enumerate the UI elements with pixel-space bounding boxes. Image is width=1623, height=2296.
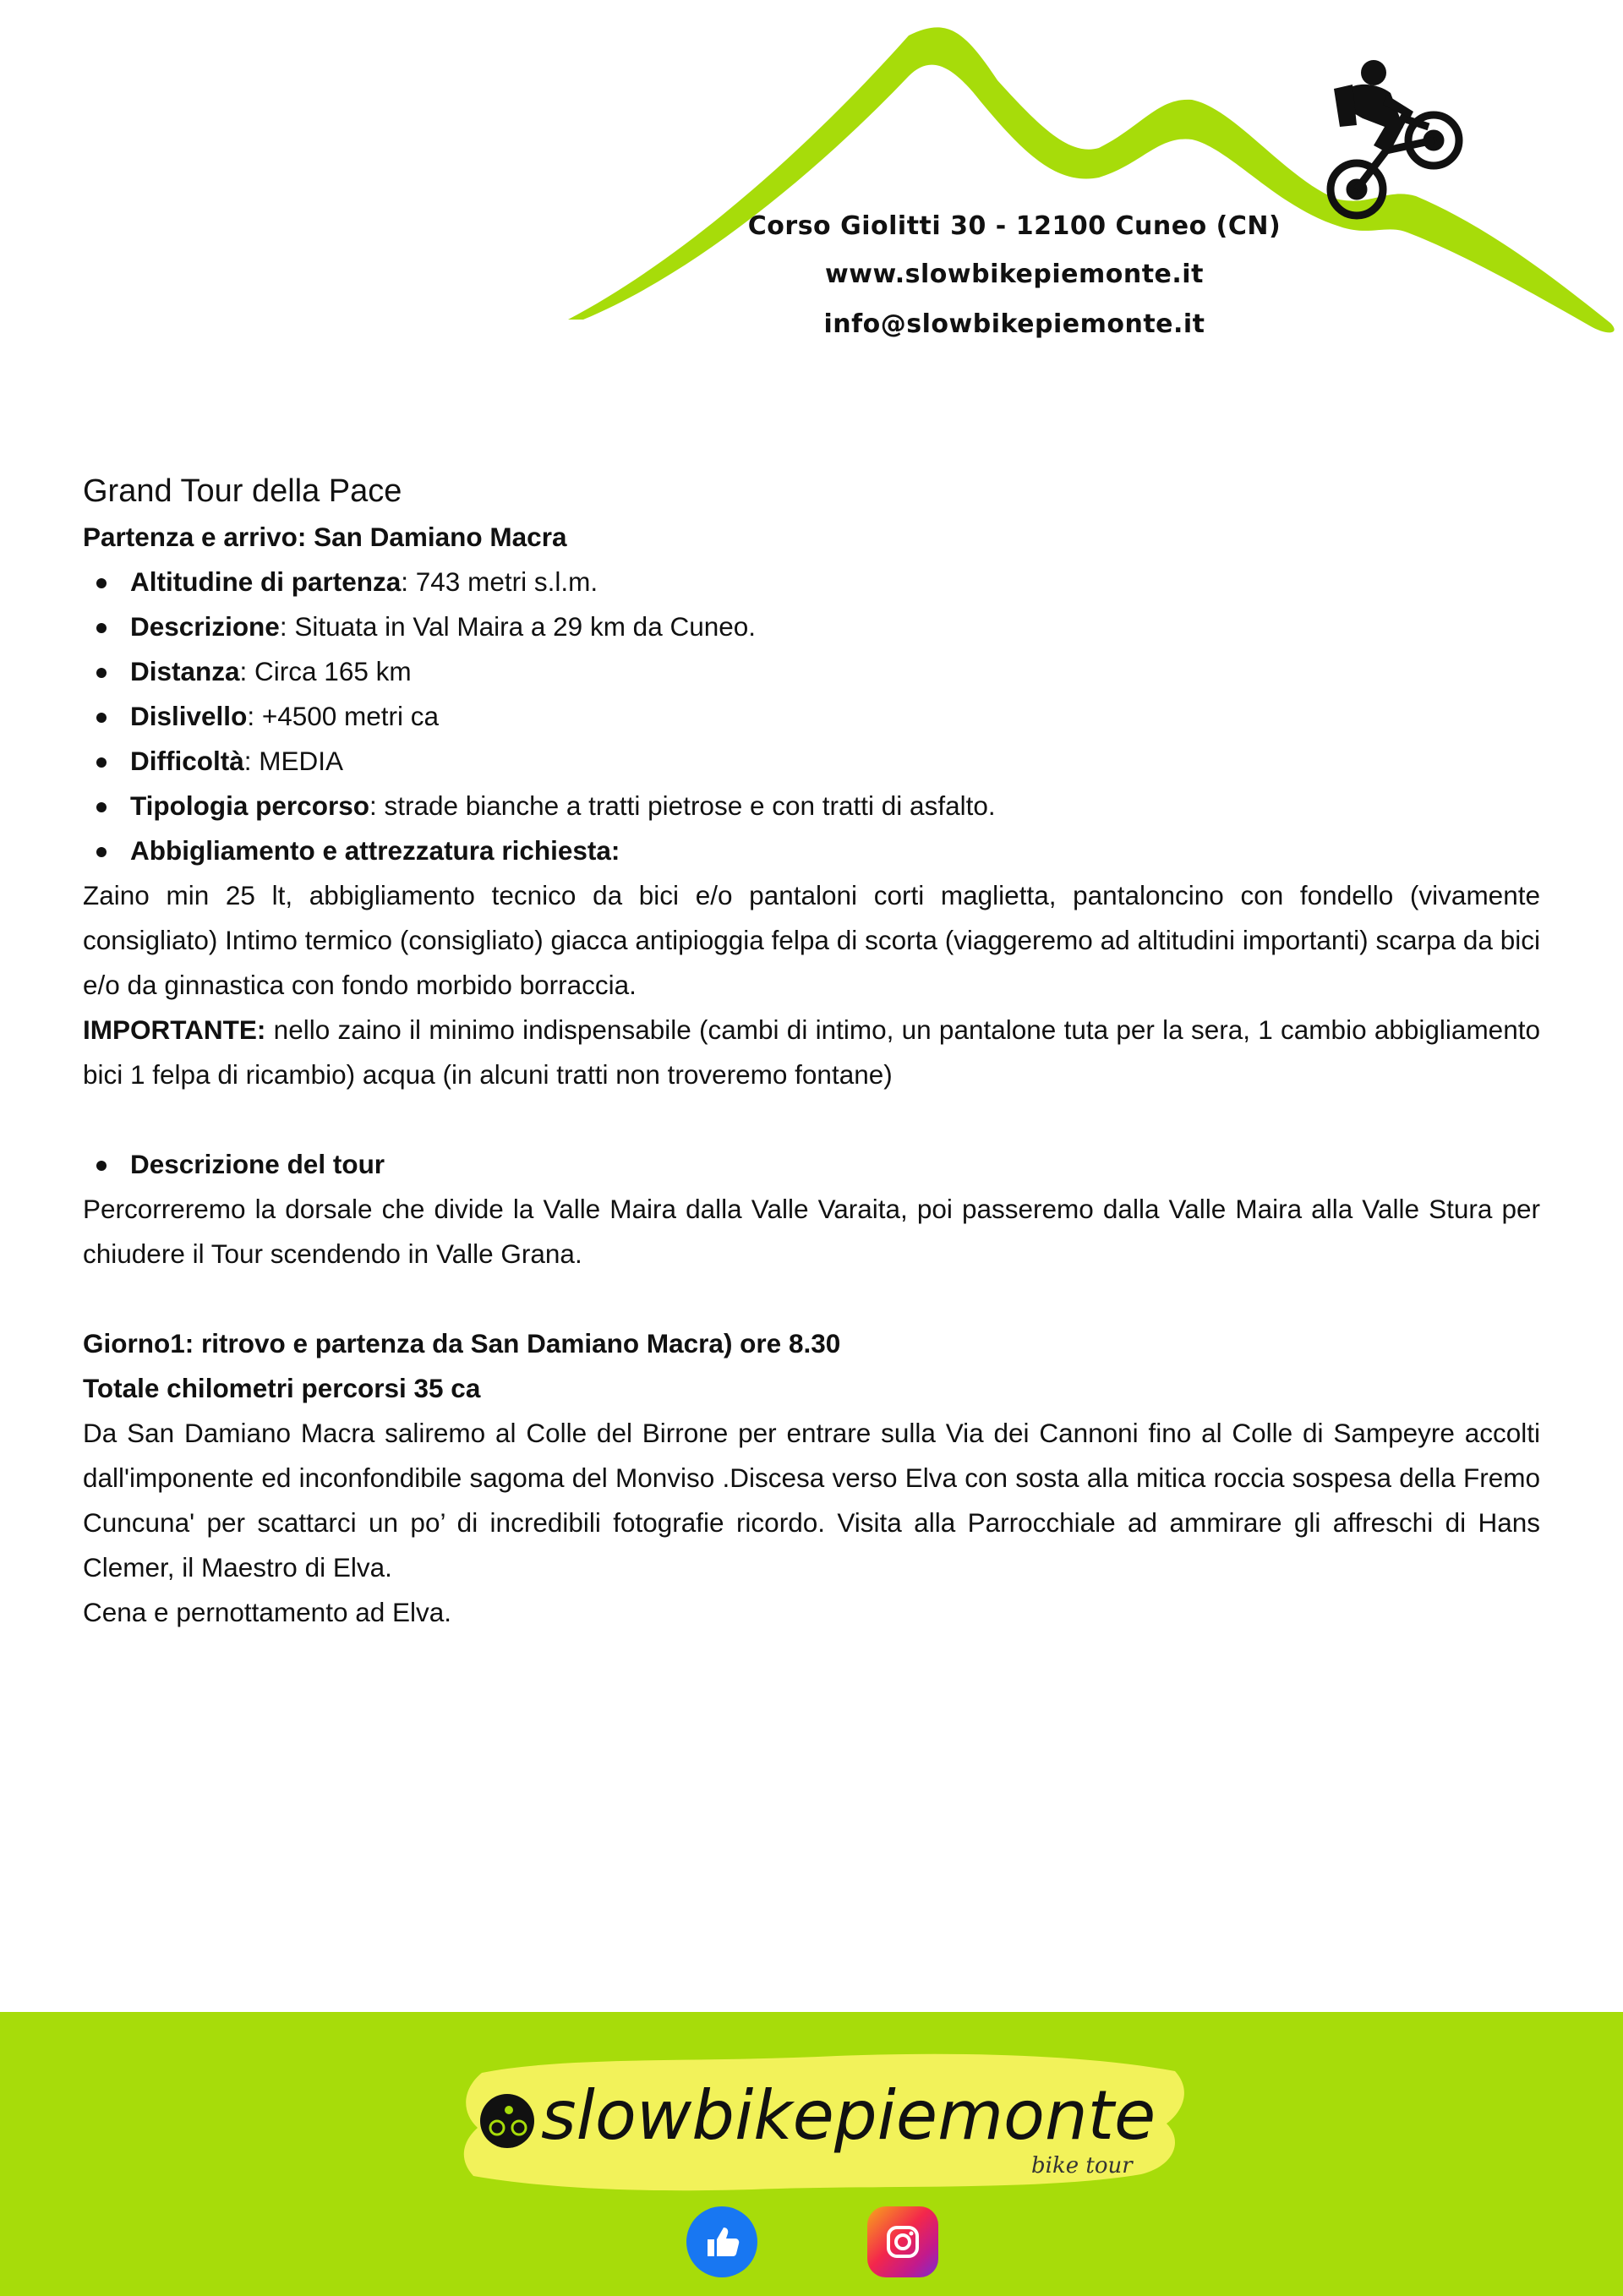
bike-logo-icon — [480, 2094, 534, 2148]
detail-elevation — [130, 694, 1540, 739]
rider-silhouette — [1334, 60, 1413, 152]
facebook-button[interactable] — [686, 2206, 757, 2277]
tour-heading: Descrizione del tour — [130, 1142, 1540, 1187]
important-label: IMPORTANTE: — [83, 1014, 266, 1045]
detail-route-type — [130, 784, 1540, 828]
detail-label: Descrizione — [130, 611, 280, 642]
logo-tagline: bike tour — [1031, 2153, 1133, 2178]
tour-details-list — [83, 560, 1540, 873]
detail-distance — [130, 649, 1540, 694]
tour-text: Percorreremo la dorsale che divide la Valle Maira dalla Valle Varaita, poi passeremo dalla Valle Maira alla Valle Stura per chiudere il Tour scendendo in Valle Grana. — [83, 1194, 1540, 1269]
important-text: nello zaino il minimo indispensabile (cambi di intimo, un pantalone tuta per la sera, 1 cambio abbigliamento bici 1 felpa di ricambio) acqua (in alcuni tratti non troveremo fontane) — [83, 1014, 1540, 1090]
brand-logo — [448, 2031, 1200, 2208]
start-end-location: Partenza e arrivo: San Damiano Macra — [83, 522, 567, 552]
instagram-button[interactable] — [867, 2206, 938, 2277]
important-note — [83, 1008, 1540, 1097]
detail-value: : +4500 metri ca — [247, 701, 440, 731]
detail-label: Difficoltà — [130, 746, 244, 776]
contact-website[interactable]: www.slowbikepiemonte.it — [825, 260, 1204, 289]
tour-description — [83, 467, 1540, 1635]
thumbs-up-icon — [701, 2221, 743, 2263]
detail-value: : 743 metri s.l.m. — [401, 566, 598, 597]
detail-value: : MEDIA — [243, 746, 344, 776]
day1-text: Da San Damiano Macra saliremo al Colle del Birrone per entrare sulla Via dei Cannoni fino al Colle di Sampeyre accolti dall'imponente ed inconfondibile sagoma del Monviso .Discesa verso Elva con sosta alla mitica roccia sospesa della Fremo Cuncuna' per scattarci un po’ di incredibili fotografie ricordo. Visita alla Parrocchiale ad ammirare gli affreschi di Hans Clemer, il Maestro di Elva. — [83, 1418, 1540, 1583]
detail-label: Dislivello — [130, 701, 248, 731]
day1-dinner: Cena e pernottamento ad Elva. — [83, 1597, 452, 1627]
detail-value: : strade bianche a tratti pietrose e con tratti di asfalto. — [369, 790, 996, 821]
detail-label: Distanza — [130, 656, 240, 686]
detail-label: Abbigliamento e attrezzatura richiesta: — [130, 835, 620, 866]
footer — [0, 2012, 1623, 2296]
detail-value: : Circa 165 km — [239, 656, 412, 686]
day1-km: Totale chilometri percorsi 35 ca — [83, 1373, 481, 1403]
camera-icon — [882, 2221, 924, 2263]
detail-description — [130, 604, 1540, 649]
detail-difficulty — [130, 739, 1540, 784]
page-title: Grand Tour della Pace — [83, 473, 402, 509]
equipment-text: Zaino min 25 lt, abbigliamento tecnico da bici e/o pantaloni corti maglietta, pantaloncino con fondello (vivamente consigliato) Intimo termico (consigliato) giacca antipioggia felpa di scorta (viaggeremo ad altitudini importanti) scarpa da bici e/o da ginnastica con fondo morbido borraccia. — [83, 880, 1540, 1000]
tour-section-list — [83, 1142, 1540, 1187]
detail-value: : Situata in Val Maira a 29 km da Cuneo. — [279, 611, 757, 642]
contact-address: Corso Giolitti 30 - 12100 Cuneo (CN) — [747, 211, 1281, 241]
detail-altitude — [130, 560, 1540, 604]
detail-equipment — [130, 828, 1540, 873]
detail-label: Altitudine di partenza — [130, 566, 402, 597]
day1-heading: Giorno1: ritrovo e partenza da San Damiano Macra) ore 8.30 — [83, 1328, 841, 1358]
logo-wordmark: slowbikepiemonte — [541, 2076, 1156, 2155]
contact-email[interactable]: info@slowbikepiemonte.it — [823, 309, 1205, 339]
detail-label: Tipologia percorso — [130, 790, 369, 821]
